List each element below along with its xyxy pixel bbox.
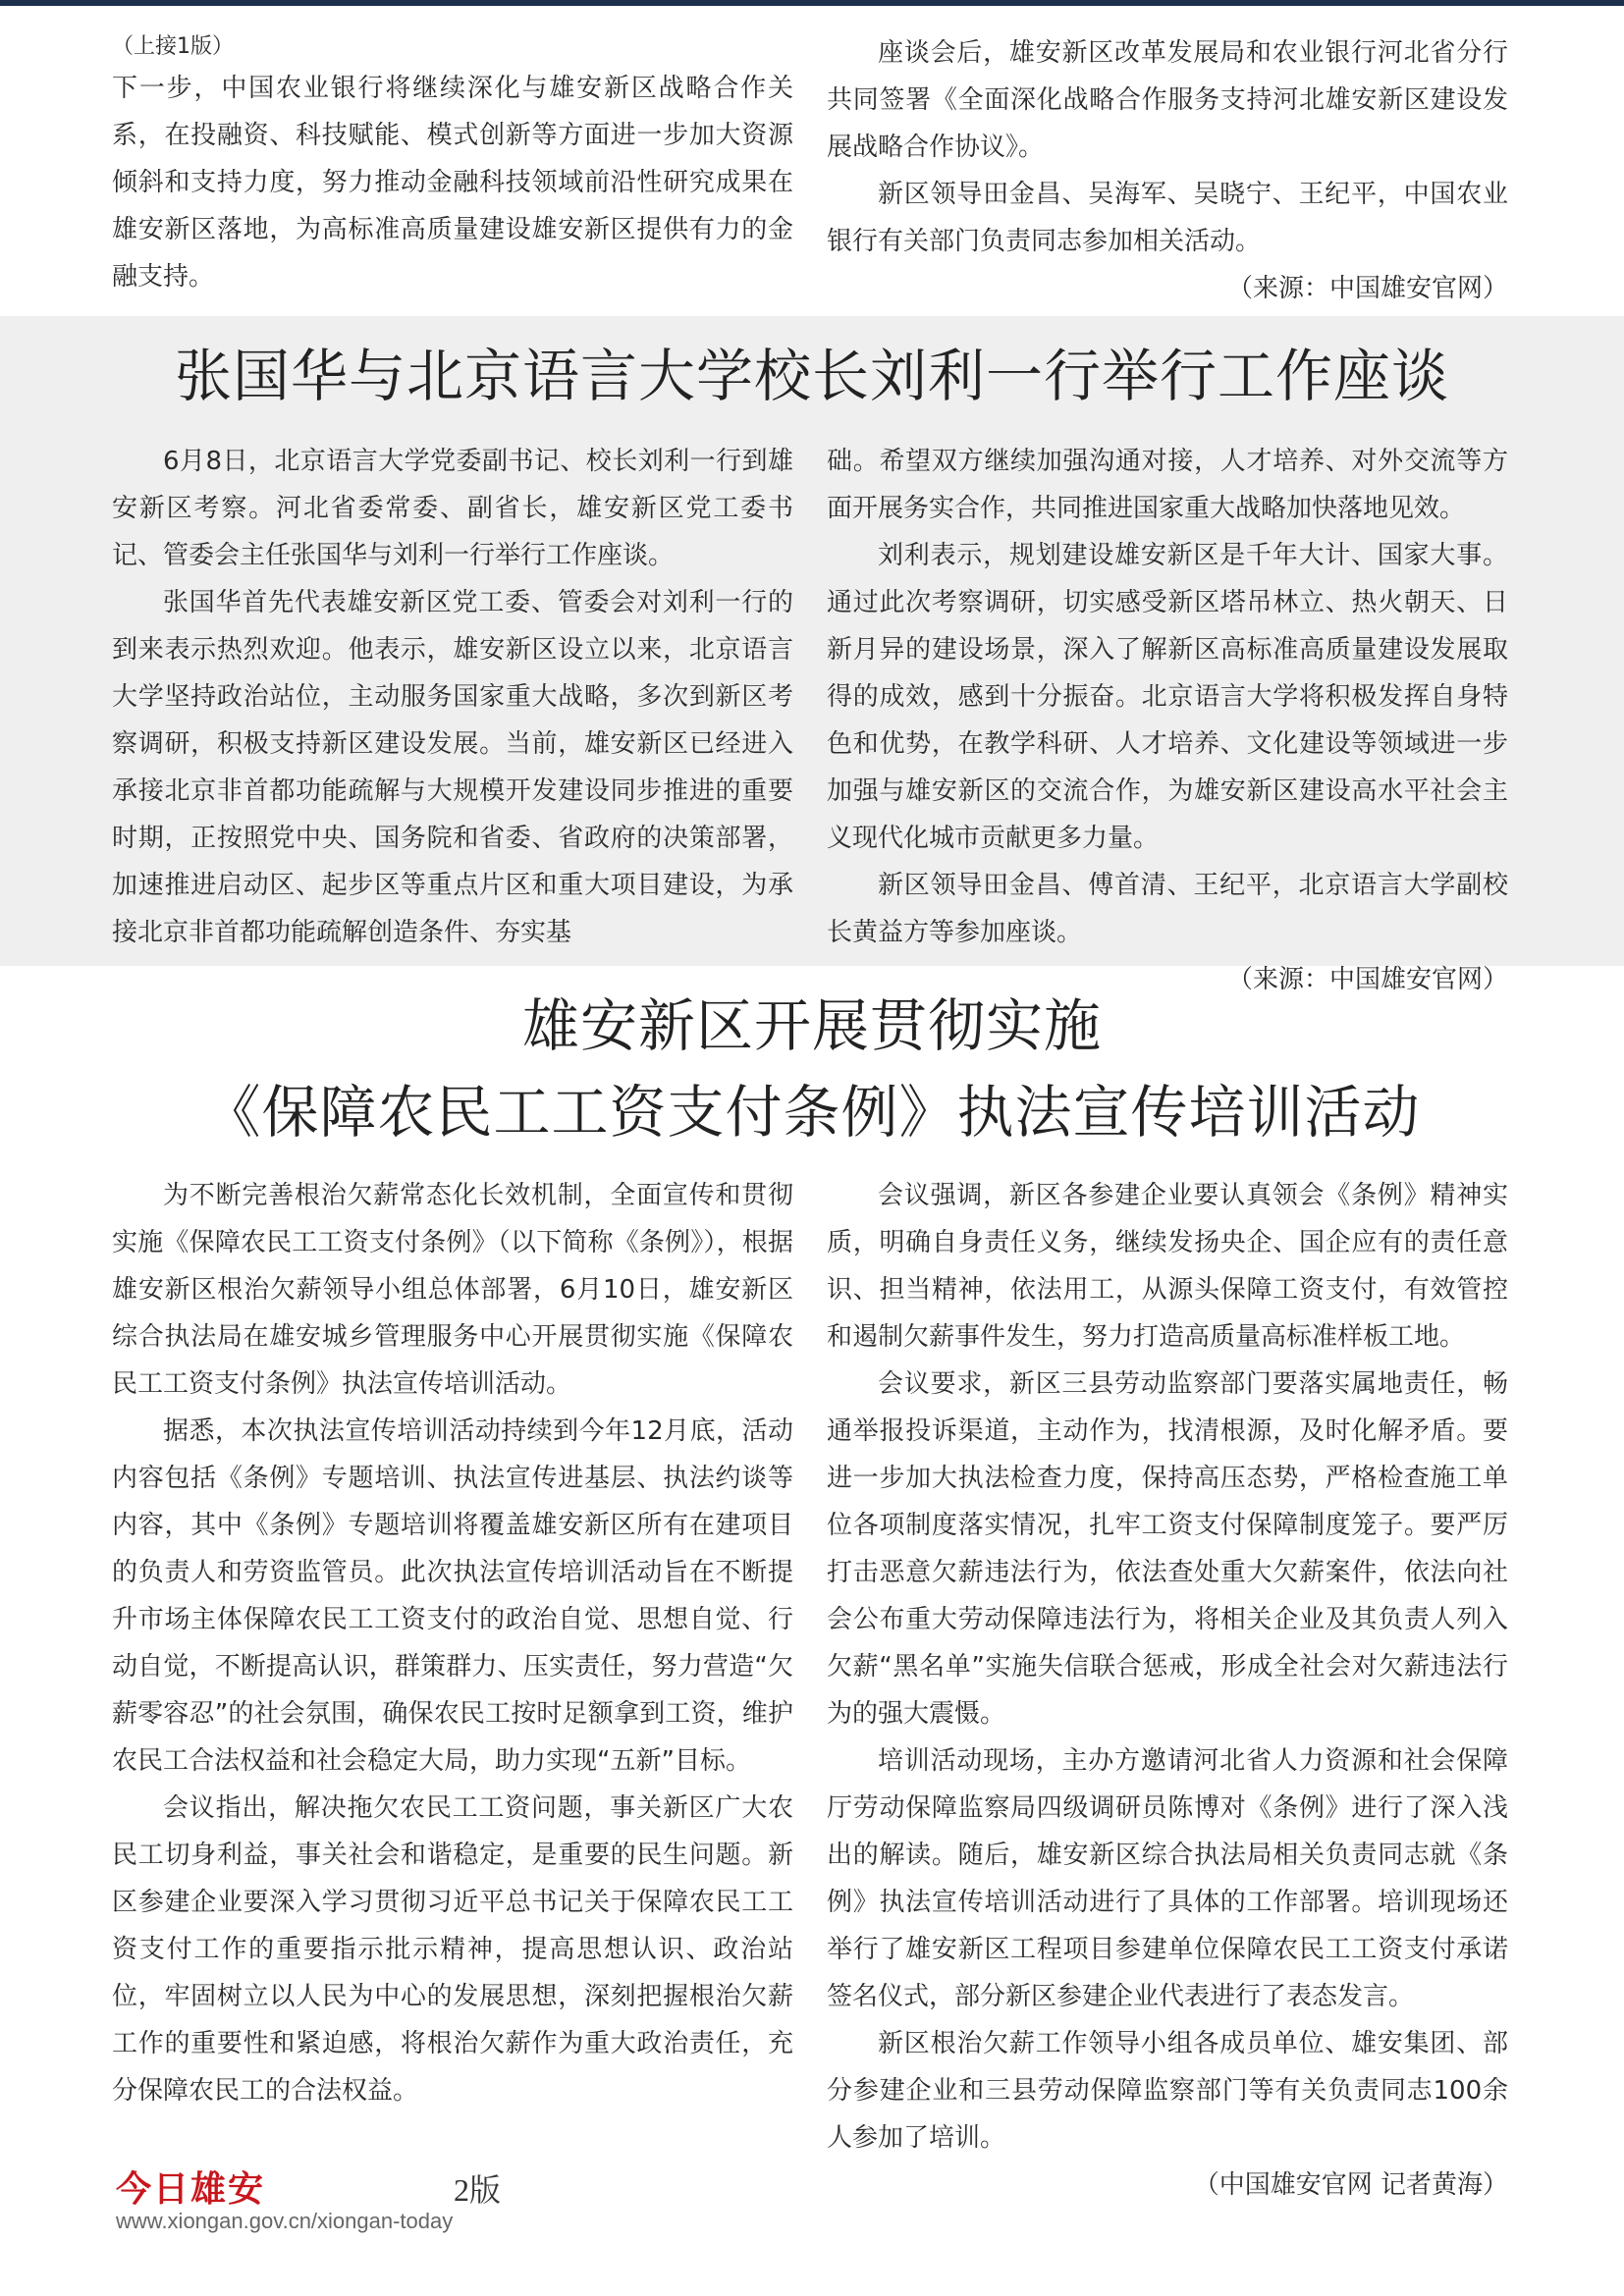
article3-right-column [827,1172,1508,2209]
article3-left-column [112,1172,793,2114]
article2-left-column [112,438,793,956]
article3-title-line2: 《保障农民工工资支付条例》执法宣传培训活动 [203,1079,1421,1146]
article3-paragraph: 新区根治欠薪工作领导小组各成员单位、雄安集团、部分参建企业和三县劳动保障监察部门等有关负责同志100余人参加了培训。 [827,2029,1508,2153]
article3-title-line1: 雄安新区开展贯彻实施 [521,992,1102,1059]
continued-label: （上接1版） [112,34,234,59]
article2-right-column [827,438,1508,1003]
page-number: 2版 [454,2172,502,2208]
article1-right-column [827,29,1508,312]
article2-title: 张国华与北京语言大学校长刘利一行举行工作座谈 [174,343,1449,409]
article1-source: （来源：中国雄安官网） [1226,274,1508,303]
article2-paragraph: 6月8日，北京语言大学党委副书记、校长刘利一行到雄安新区考察。河北省委常委、副省长，雄安新区党工委书记、管委会主任张国华与刘利一行举行工作座谈。 [112,447,793,570]
article3-paragraph: 为不断完善根治欠薪常态化长效机制，全面宣传和贯彻实施《保障农民工工资支付条例》（以下简称《条例》），根据雄安新区根治欠薪领导小组总体部署，6月10日，雄安新区综合执法局在雄安城乡管理服务中心开展贯彻实施《保障农民工工资支付条例》执法宣传培训活动。 [112,1181,793,1399]
article3-paragraph: 会议强调，新区各参建企业要认真领会《条例》精神实质，明确自身责任义务，继续发扬央企、国企应有的责任意识、担当精神，依法用工，从源头保障工资支付，有效管控和遏制欠薪事件发生，努力打造高质量高标准样板工地。 [827,1181,1508,1352]
article2-source: （来源：中国雄安官网） [1226,965,1508,994]
article2-paragraph: 刘利表示，规划建设雄安新区是千年大计、国家大事。通过此次考察调研，切实感受新区塔吊林立、热火朝天、日新月异的建设场景，深入了解新区高标准高质量建设发展取得的成效，感到十分振奋。北京语言大学将积极发挥自身特色和优势，在教学科研、人才培养、文化建设等领域进一步加强与雄安新区的交流合作，为雄安新区建设高水平社会主义现代化城市贡献更多力量。 [827,541,1508,853]
article1-left-column [112,29,793,300]
article2-paragraph: 新区领导田金昌、傅首清、王纪平，北京语言大学副校长黄益方等参加座谈。 [827,871,1508,947]
article3-paragraph: 据悉，本次执法宣传培训活动持续到今年12月底，活动内容包括《条例》专题培训、执法宣传进基层、执法约谈等内容，其中《条例》专题培训将覆盖雄安新区所有在建项目的负责人和劳资监管员。此次执法宣传培训活动旨在不断提升市场主体保障农民工工资支付的政治自觉、思想自觉、行动自觉，不断提高认识，群策群力、压实责任，努力营造“欠薪零容忍”的社会氛围，确保农民工按时足额拿到工资，维护农民工合法权益和社会稳定大局，助力实现“五新”目标。 [112,1416,793,1776]
article2-paragraph-continued: 础。希望双方继续加强沟通对接，人才培养、对外交流等方面开展务实合作，共同推进国家重大战略加快落地见效。 [827,447,1508,523]
article3-paragraph: 培训活动现场，主办方邀请河北省人力资源和社会保障厅劳动保障监察局四级调研员陈博对《条例》进行了深入浅出的解读。随后，雄安新区综合执法局相关负责同志就《条例》执法宣传培训活动进行了具体的工作部署。培训现场还举行了雄安新区工程项目参建单位保障农民工工资支付承诺签名仪式，部分新区参建企业代表进行了表态发言。 [827,1746,1508,2011]
article1-paragraph: 座谈会后，雄安新区改革发展局和农业银行河北省分行共同签署《全面深化战略合作服务支持河北雄安新区建设发展战略合作协议》。 [827,38,1508,162]
top-rule [0,0,1624,6]
article1-paragraph: 下一步，中国农业银行将继续深化与雄安新区战略合作关系，在投融资、科技赋能、模式创新等方面进一步加大资源倾斜和支持力度，努力推动金融科技领域前沿性研究成果在雄安新区落地，为高标准高质量建设雄安新区提供有力的金融支持。 [112,74,793,292]
article2-paragraph: 张国华首先代表雄安新区党工委、管委会对刘利一行的到来表示热烈欢迎。他表示，雄安新区设立以来，北京语言大学坚持政治站位，主动服务国家重大战略，多次到新区考察调研，积极支持新区建设发展。当前，雄安新区已经进入承接北京非首都功能疏解与大规模开发建设同步推进的重要时期，正按照党中央、国务院和省委、省政府的决策部署，加速推进启动区、起步区等重点片区和重大项目建设，为承接北京非首都功能疏解创造条件、夯实基 [112,588,793,947]
article3-source: （中国雄安官网 记者黄海） [1193,2170,1508,2200]
newspaper-logo: 今日雄安 [116,2168,266,2210]
article3-paragraph: 会议指出，解决拖欠农民工工资问题，事关新区广大农民工切身利益，事关社会和谐稳定，是重要的民生问题。新区参建企业要深入学习贯彻习近平总书记关于保障农民工工资支付工作的重要指示批示精神，提高思想认识、政治站位，牢固树立以人民为中心的发展思想，深刻把握根治欠薪工作的重要性和紧迫感，将根治欠薪作为重大政治责任，充分保障农民工的合法权益。 [112,1793,793,2106]
article1-paragraph: 新区领导田金昌、吴海军、吴晓宁、王纪平，中国农业银行有关部门负责同志参加相关活动。 [827,180,1508,256]
website-url[interactable]: www.xiongan.gov.cn/xiongan-today [116,2209,454,2233]
article3-paragraph: 会议要求，新区三县劳动监察部门要落实属地责任，畅通举报投诉渠道，主动作为，找清根源，及时化解矛盾。要进一步加大执法检查力度，保持高压态势，严格检查施工单位各项制度落实情况，扎牢工资支付保障制度笼子。要严厉打击恶意欠薪违法行为，依法查处重大欠薪案件，依法向社会公布重大劳动保障违法行为，将相关企业及其负责人列入欠薪“黑名单”实施失信联合惩戒，形成全社会对欠薪违法行为的强大震慑。 [827,1369,1508,1729]
